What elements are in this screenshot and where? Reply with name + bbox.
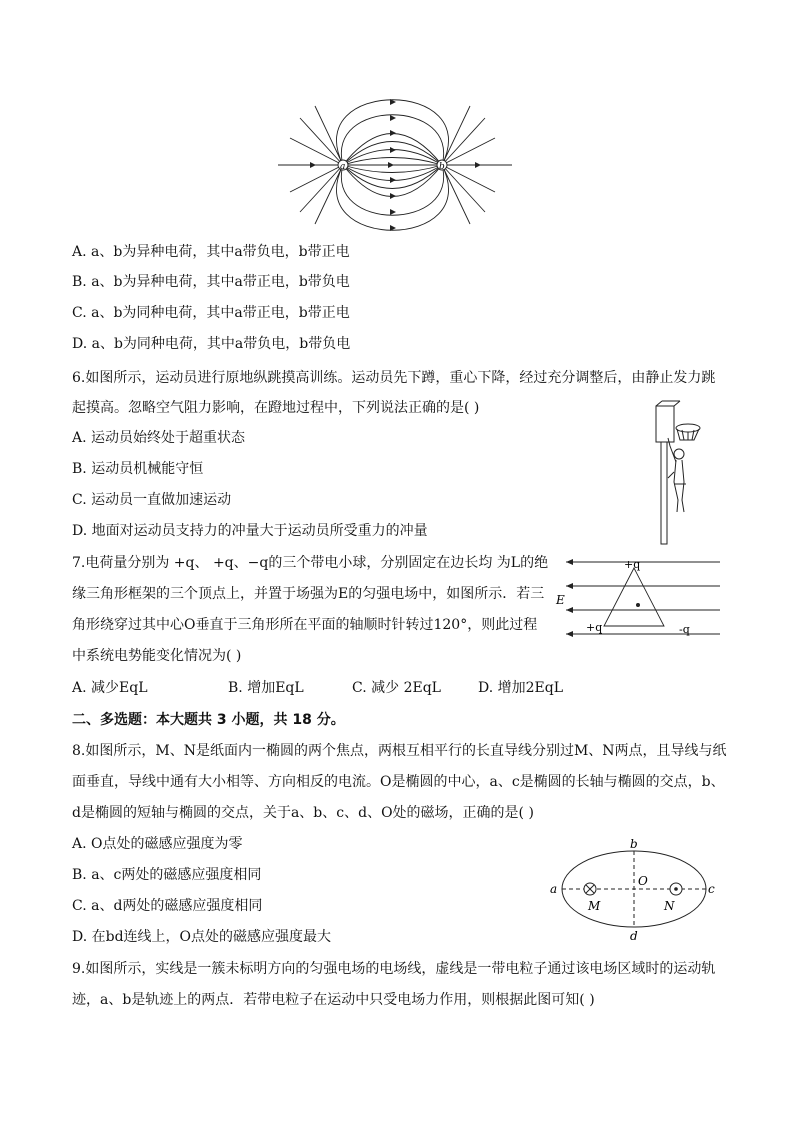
q8-stem-line1: 8.如图所示，M、N是纸面内一椭圆的两个焦点，两根互相平行的长直导线分别过M、N两点，且导线与纸 (72, 743, 727, 759)
q6-option-d[interactable]: D. 地面对运动员支持力的冲量大于运动员所受重力的冲量 (72, 523, 428, 539)
ellipse-wires-figure (544, 836, 720, 946)
section-heading-multi-choice: 二、多选题：本大题共 3 小题，共 18 分。 (72, 712, 345, 728)
q6-stem-line2: 起摸高。忽略空气阻力影响，在蹬地过程中，下列说法正确的是( ) (72, 400, 480, 416)
q7-option-b[interactable]: B. 增加EqL (228, 680, 304, 696)
q8-label-a: a (550, 882, 558, 896)
q9-stem-line1: 9.如图所示，实线是一簇未标明方向的匀强电场的电场线，虚线是一带电粒子通过该电场区域时的运动轨 (72, 961, 716, 977)
q7-stem-line2: 缘三角形框架的三个顶点上，并置于场强为E的匀强电场中，如图所示．若三 (72, 586, 545, 602)
triangle-field-figure (552, 554, 726, 640)
q8-label-d: d (630, 929, 638, 943)
q8-label-b: b (630, 837, 638, 851)
q7-stem-line1: 7.电荷量分别为 +q、 +q、−q的三个带电小球，分别固定在边长均 为L的绝 (72, 555, 549, 571)
q7-option-a[interactable]: A. 减少EqL (72, 680, 148, 696)
q8-option-b[interactable]: B. a、c两处的磁感应强度相同 (72, 867, 262, 883)
q7-stem-line4: 中系统电势能变化情况为( ) (72, 648, 242, 664)
q8-label-N: N (664, 899, 675, 913)
field-lines-figure (270, 98, 520, 232)
q9-stem-line2: 迹，a、b是轨迹上的两点．若带电粒子在运动中只受电场力作用，则根据此图可知( ) (72, 992, 595, 1008)
q8-option-c[interactable]: C. a、d两处的磁感应强度相同 (72, 898, 263, 914)
q8-stem-line3: d是椭圆的短轴与椭圆的交点，关于a、b、c、d、O处的磁场，正确的是( ) (72, 805, 534, 821)
q6-stem-line1: 6.如图所示，运动员进行原地纵跳摸高训练。运动员先下蹲，重心下降，经过充分调整后，由静止发力跳 (72, 370, 716, 386)
q8-stem-line2: 面垂直，导线中通有大小相等、方向相反的电流。O是椭圆的中心，a、c是椭圆的长轴与椭圆的交点，b、 (72, 774, 725, 790)
q5-option-d[interactable]: D. a、b为同种电荷，其中a带负电，b带负电 (72, 336, 351, 352)
q8-label-O: O (638, 874, 648, 888)
q8-option-d[interactable]: D. 在bd连线上，O点处的磁感应强度最大 (72, 929, 332, 945)
q6-option-c[interactable]: C. 运动员一直做加速运动 (72, 492, 232, 508)
charge-a-label: a (340, 162, 346, 172)
q7-option-c[interactable]: C. 减少 2EqL (352, 680, 441, 696)
q6-option-b[interactable]: B. 运动员机械能守恒 (72, 461, 204, 477)
q5-option-a[interactable]: A. a、b为异种电荷，其中a带负电，b带正电 (72, 244, 350, 260)
q8-label-M: M (588, 899, 601, 913)
q7-label-left: +q (586, 621, 603, 634)
q8-option-a[interactable]: A. O点处的磁感应强度为零 (72, 836, 243, 852)
q8-label-c: c (708, 882, 715, 896)
charge-b-label: b (439, 162, 445, 172)
q5-option-b[interactable]: B. a、b为异种电荷，其中a带正电，b带负电 (72, 274, 350, 290)
q7-option-d[interactable]: D. 增加2EqL (478, 680, 564, 696)
q6-option-a[interactable]: A. 运动员始终处于超重状态 (72, 430, 246, 446)
jump-training-figure (646, 400, 710, 546)
q7-stem-line3: 角形绕穿过其中心O垂直于三角形所在平面的轴顺时针转过120°，则此过程 (72, 617, 538, 633)
q7-label-right: -q (679, 623, 690, 636)
q5-option-c[interactable]: C. a、b为同种电荷，其中a带正电，b带正电 (72, 305, 350, 321)
q7-label-field: E (556, 593, 565, 607)
q7-label-top: +q (624, 558, 641, 571)
